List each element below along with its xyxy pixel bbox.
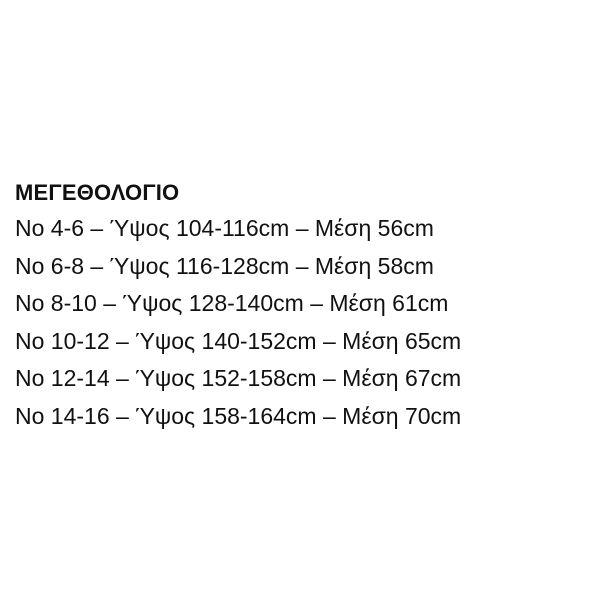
size-chart <box>15 176 585 436</box>
size-row: No 8-10 – Ύψος 128-140cm – Μέση 61cm <box>15 290 449 317</box>
size-list <box>15 210 585 436</box>
size-row: No 12-14 – Ύψος 152-158cm – Μέση 67cm <box>15 365 462 392</box>
size-row: No 4-6 – Ύψος 104-116cm – Μέση 56cm <box>15 215 434 241</box>
size-chart-title: ΜΕΓΕΘΟΛΟΓΙΟ <box>15 180 180 205</box>
size-row: No 14-16 – Ύψος 158-164cm – Μέση 70cm <box>15 402 462 429</box>
size-row: No 10-12 – Ύψος 140-152cm – Μέση 65cm <box>15 327 462 354</box>
size-row: No 6-8 – Ύψος 116-128cm – Μέση 58cm <box>15 252 434 279</box>
